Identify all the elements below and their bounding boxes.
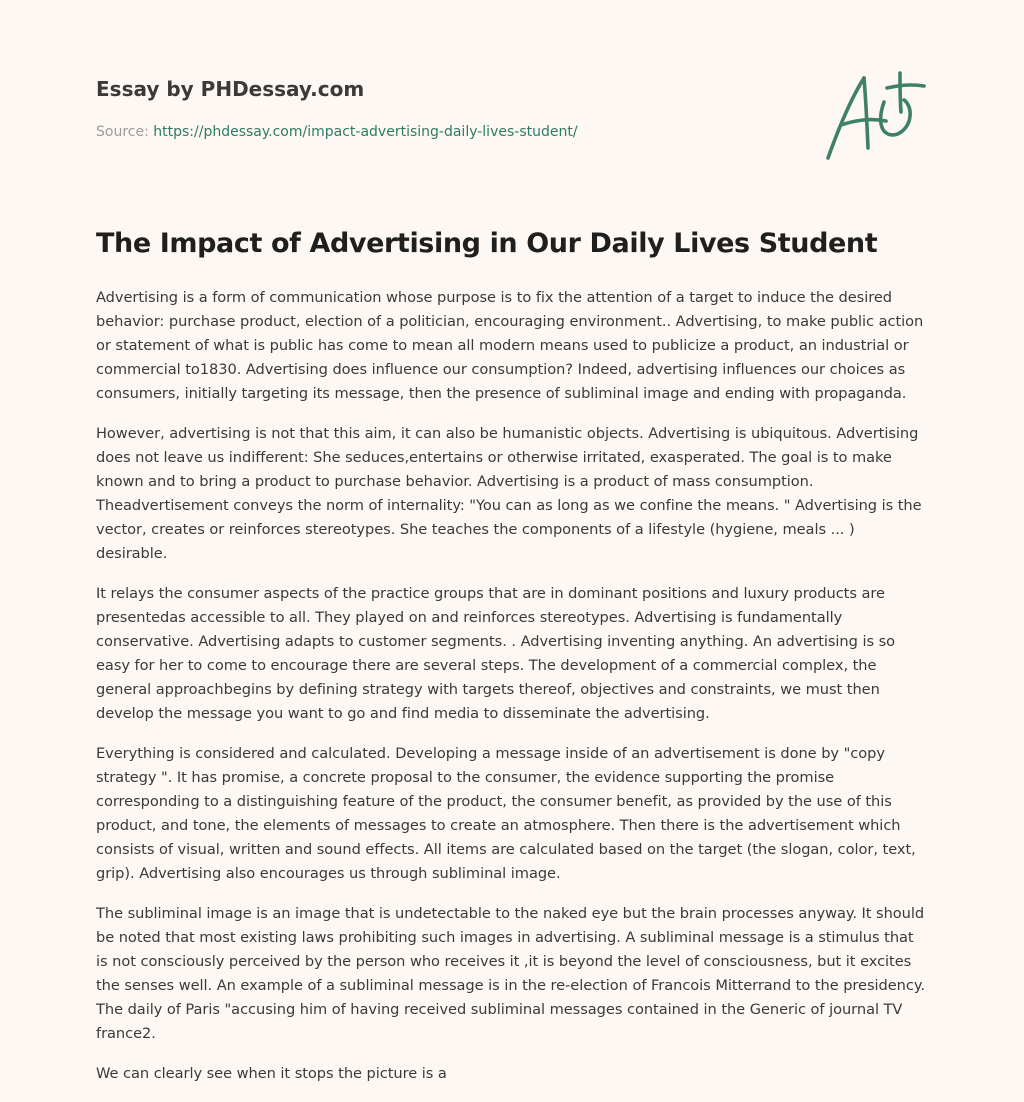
essay-paragraph: We can clearly see when it stops the picture is a [96,1065,447,1082]
essay-paragraph: The subliminal image is an image that is undetectable to the naked eye but the brain processes anyway. It should be noted that most existing laws prohibiting such images in advertising. A subliminal message is a stimulus that is not consciously perceived by the person who receives it ,it is beyond the level of consciousness, but it excites the senses well. An example of a subliminal message is in the re-election of Francois Mitterrand to the presidency. The daily of Paris "accusing him of having received subliminal messages contained in the Generic of journal TV france2. [96,905,925,1042]
essay-paragraph: However, advertising is not that this aim, it can also be humanistic objects. Advertising is ubiquitous. Advertising does not leave us indifferent: She seduces,entertains or otherwise irritated, exasperated. The goal is to make known and to bring a product to purchase behavior. Advertising is a product of mass consumption. Theadvertisement conveys the norm of internality: "You can as long as we confine the means. " Advertising is the vector, creates or reinforces stereotypes. She teaches the components of a lifestyle (hygiene, meals ... ) desirable. [96,425,922,562]
essay-paragraph: Advertising is a form of communication whose purpose is to fix the attention of a target to induce the desired behavior: purchase product, election of a politician, encouraging environment.. Advertising, to make public action or statement of what is public has come to mean all modern means used to publicize a product, an industrial or commercial to1830. Advertising does influence our consumption? Indeed, advertising influences our choices as consumers, initially targeting its message, then the presence of subliminal image and ending with propaganda. [96,289,924,402]
a-plus-logo-icon [824,68,928,164]
source-link[interactable]: https://phdessay.com/impact-advertising-daily-lives-student/ [153,124,578,140]
site-brand: Essay by PHDessay.com [96,77,365,101]
essay-body [96,286,928,1102]
page-header [96,0,928,200]
essay-paragraph: Everything is considered and calculated. Developing a message inside of an advertisement is done by "copy strategy ". It has promise, a concrete proposal to the consumer, the evidence supporting the promise corresponding to a distinguishing feature of the product, the consumer benefit, as provided by the use of this product, and tone, the elements of messages to create an atmosphere. Then there is the advertisement which consists of visual, written and sound effects. All items are calculated based on the target (the slogan, color, text, grip). Advertising also encourages us through subliminal image. [96,745,916,882]
source-line [96,124,578,140]
essay-title: The Impact of Advertising in Our Daily Lives Student [96,228,878,259]
essay-paragraph: It relays the consumer aspects of the practice groups that are in dominant positions and luxury products are presentedas accessible to all. They played on and reinforces stereotypes. Advertising is fundamentally conservative. Advertising adapts to customer segments. . Advertising inventing anything. An advertising is so easy for her to come to encourage there are several steps. The development of a commercial complex, the general approachbegins by defining strategy with targets thereof, objectives and constraints, we must then develop the message you want to go and find media to disseminate the advertising. [96,585,896,722]
source-label: Source: [96,124,154,140]
